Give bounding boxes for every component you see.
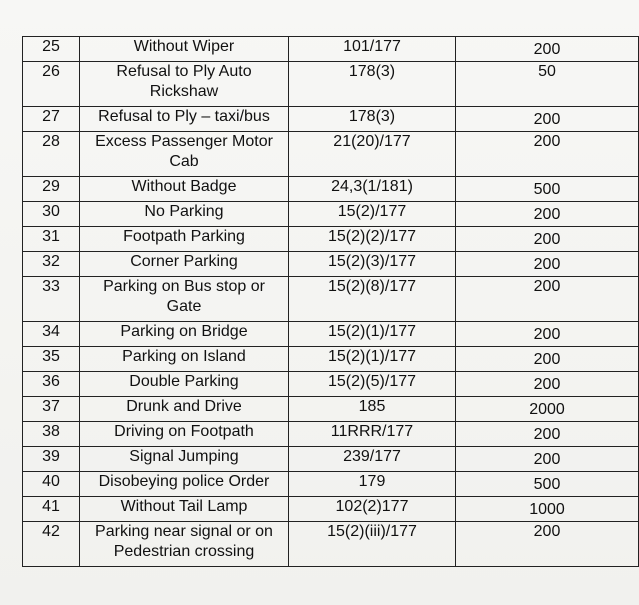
fine-cell: 50 xyxy=(456,62,639,107)
table-row xyxy=(23,132,639,177)
fine-cell: 200 xyxy=(456,322,639,347)
section-cell: 15(2)(1)/177 xyxy=(289,347,456,372)
offence-cell: Corner Parking xyxy=(80,252,289,277)
serial-number-cell: 26 xyxy=(23,62,80,107)
offence-cell: Parking on Bus stop or Gate xyxy=(80,277,289,322)
fine-cell: 200 xyxy=(456,37,639,62)
serial-number-cell: 39 xyxy=(23,447,80,472)
table-row xyxy=(23,37,639,62)
serial-number-cell: 33 xyxy=(23,277,80,322)
serial-number-cell: 28 xyxy=(23,132,80,177)
section-cell: 11RRR/177 xyxy=(289,422,456,447)
table-row xyxy=(23,472,639,497)
table-row xyxy=(23,62,639,107)
section-cell: 178(3) xyxy=(289,107,456,132)
fine-cell: 200 xyxy=(456,107,639,132)
offence-cell: Driving on Footpath xyxy=(80,422,289,447)
serial-number-cell: 40 xyxy=(23,472,80,497)
fine-cell: 200 xyxy=(456,422,639,447)
section-cell: 239/177 xyxy=(289,447,456,472)
section-cell: 101/177 xyxy=(289,37,456,62)
table-row xyxy=(23,422,639,447)
fine-cell: 200 xyxy=(456,372,639,397)
section-cell: 21(20)/177 xyxy=(289,132,456,177)
section-cell: 15(2)(8)/177 xyxy=(289,277,456,322)
section-cell: 185 xyxy=(289,397,456,422)
serial-number-cell: 30 xyxy=(23,202,80,227)
fine-cell: 200 xyxy=(456,252,639,277)
table-row xyxy=(23,372,639,397)
table-row xyxy=(23,522,639,567)
offence-cell: Double Parking xyxy=(80,372,289,397)
offence-cell: Drunk and Drive xyxy=(80,397,289,422)
table-row xyxy=(23,252,639,277)
fine-cell: 200 xyxy=(456,277,639,322)
section-cell: 15(2)(1)/177 xyxy=(289,322,456,347)
table-row xyxy=(23,322,639,347)
table-row xyxy=(23,347,639,372)
table-row xyxy=(23,177,639,202)
fines-table xyxy=(22,36,639,567)
fine-cell: 500 xyxy=(456,472,639,497)
fine-cell: 1000 xyxy=(456,497,639,522)
offence-cell: No Parking xyxy=(80,202,289,227)
serial-number-cell: 29 xyxy=(23,177,80,202)
section-cell: 179 xyxy=(289,472,456,497)
offence-cell: Excess Passenger Motor Cab xyxy=(80,132,289,177)
table-row xyxy=(23,397,639,422)
section-cell: 24,3(1/181) xyxy=(289,177,456,202)
serial-number-cell: 34 xyxy=(23,322,80,347)
table-row xyxy=(23,107,639,132)
offence-cell: Without Wiper xyxy=(80,37,289,62)
offence-cell: Signal Jumping xyxy=(80,447,289,472)
section-cell: 15(2)(2)/177 xyxy=(289,227,456,252)
serial-number-cell: 25 xyxy=(23,37,80,62)
fine-cell: 2000 xyxy=(456,397,639,422)
offence-cell: Parking on Bridge xyxy=(80,322,289,347)
serial-number-cell: 36 xyxy=(23,372,80,397)
serial-number-cell: 27 xyxy=(23,107,80,132)
fine-cell: 200 xyxy=(456,132,639,177)
offence-cell: Parking near signal or on Pedestrian crossing xyxy=(80,522,289,567)
section-cell: 178(3) xyxy=(289,62,456,107)
table-row xyxy=(23,497,639,522)
offence-cell: Parking on Island xyxy=(80,347,289,372)
offence-cell: Without Badge xyxy=(80,177,289,202)
offence-cell: Without Tail Lamp xyxy=(80,497,289,522)
section-cell: 15(2)(5)/177 xyxy=(289,372,456,397)
fine-cell: 200 xyxy=(456,447,639,472)
section-cell: 102(2)177 xyxy=(289,497,456,522)
fine-cell: 200 xyxy=(456,227,639,252)
serial-number-cell: 32 xyxy=(23,252,80,277)
serial-number-cell: 41 xyxy=(23,497,80,522)
offence-cell: Refusal to Ply Auto Rickshaw xyxy=(80,62,289,107)
offence-cell: Refusal to Ply – taxi/bus xyxy=(80,107,289,132)
table-row xyxy=(23,227,639,252)
offence-cell: Disobeying police Order xyxy=(80,472,289,497)
table-row xyxy=(23,277,639,322)
offence-cell: Footpath Parking xyxy=(80,227,289,252)
fine-cell: 200 xyxy=(456,347,639,372)
fines-table-body xyxy=(23,37,639,567)
fine-cell: 200 xyxy=(456,522,639,567)
section-cell: 15(2)/177 xyxy=(289,202,456,227)
table-row xyxy=(23,202,639,227)
serial-number-cell: 31 xyxy=(23,227,80,252)
fine-cell: 200 xyxy=(456,202,639,227)
section-cell: 15(2)(3)/177 xyxy=(289,252,456,277)
fine-cell: 500 xyxy=(456,177,639,202)
serial-number-cell: 42 xyxy=(23,522,80,567)
serial-number-cell: 37 xyxy=(23,397,80,422)
serial-number-cell: 35 xyxy=(23,347,80,372)
table-row xyxy=(23,447,639,472)
section-cell: 15(2)(iii)/177 xyxy=(289,522,456,567)
serial-number-cell: 38 xyxy=(23,422,80,447)
